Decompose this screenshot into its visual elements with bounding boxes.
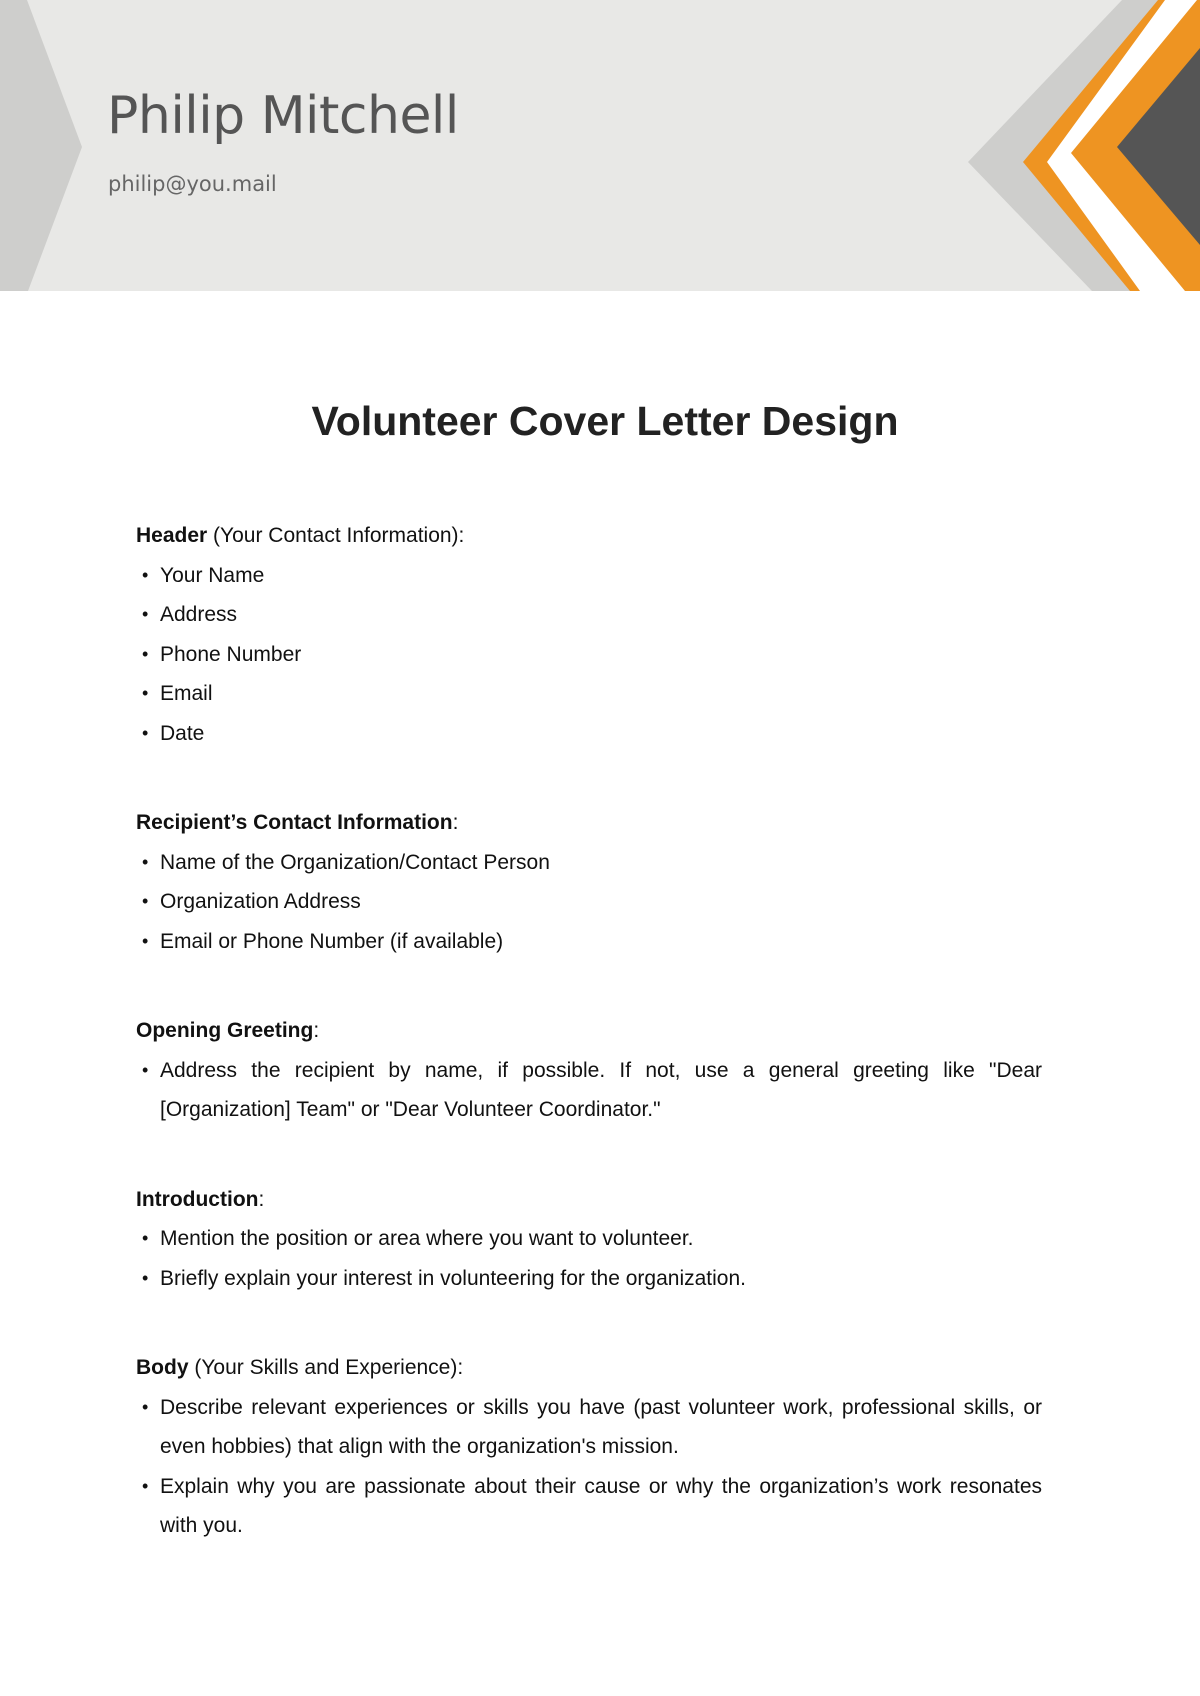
list-item: • Your Name: [136, 556, 1042, 596]
list-item: • Address the recipient by name, if possible. If not, use a general greeting like "Dear [Organization] Team" or "Dear Volunteer Coordinator.": [136, 1051, 1042, 1130]
heading-suffix: (Your Skills and Experience):: [188, 1356, 464, 1379]
heading-bold: Introduction: [136, 1187, 259, 1211]
section-heading: [136, 516, 1042, 556]
section-header: [136, 516, 1042, 753]
bullet-list: [136, 556, 1042, 754]
section-introduction: [136, 1180, 1042, 1299]
list-item: • Email: [136, 674, 1042, 714]
section-heading: [136, 803, 1042, 843]
sender-email: philip@you.mail: [108, 172, 277, 196]
list-item: • Organization Address: [136, 882, 1042, 922]
letter-outline: [136, 516, 1042, 1596]
bullet-list: [136, 843, 1042, 962]
section-heading: [136, 1348, 1042, 1388]
sender-name: Philip Mitchell: [107, 86, 459, 146]
heading-bold: Body: [136, 1356, 189, 1379]
letterhead: [0, 0, 1200, 291]
list-item: • Name of the Organization/Contact Person: [136, 843, 1042, 883]
list-item: • Briefly explain your interest in volunteering for the organization.: [136, 1259, 1042, 1299]
bullet-list: [136, 1219, 1042, 1298]
list-item: • Explain why you are passionate about their cause or why the organization’s work resonates with you.: [136, 1467, 1042, 1546]
heading-suffix: :: [313, 1019, 320, 1042]
list-item: • Mention the position or area where you want to volunteer.: [136, 1219, 1042, 1259]
heading-bold: Header: [136, 524, 208, 547]
bullet-list: [136, 1388, 1042, 1546]
list-item: • Phone Number: [136, 635, 1042, 675]
list-item: • Date: [136, 714, 1042, 754]
bullet-list: [136, 1051, 1042, 1130]
list-item: • Address: [136, 595, 1042, 635]
section-body: [136, 1348, 1042, 1546]
left-chevron-shape: [0, 0, 82, 291]
heading-suffix: (Your Contact Information):: [207, 524, 465, 547]
heading-bold: Recipient’s Contact Information: [136, 811, 453, 834]
heading-suffix: :: [258, 1187, 265, 1211]
list-item: • Describe relevant experiences or skills you have (past volunteer work, professional skills, or even hobbies) that align with the organization's mission.: [136, 1388, 1042, 1467]
heading-bold: Opening Greeting: [136, 1019, 314, 1042]
section-heading: [136, 1180, 1042, 1220]
heading-suffix: :: [452, 811, 459, 834]
page-title: Volunteer Cover Letter Design: [311, 398, 899, 444]
section-heading: [136, 1011, 1042, 1051]
section-recipient: [136, 803, 1042, 961]
list-item: • Email or Phone Number (if available): [136, 922, 1042, 962]
section-greeting: [136, 1011, 1042, 1130]
